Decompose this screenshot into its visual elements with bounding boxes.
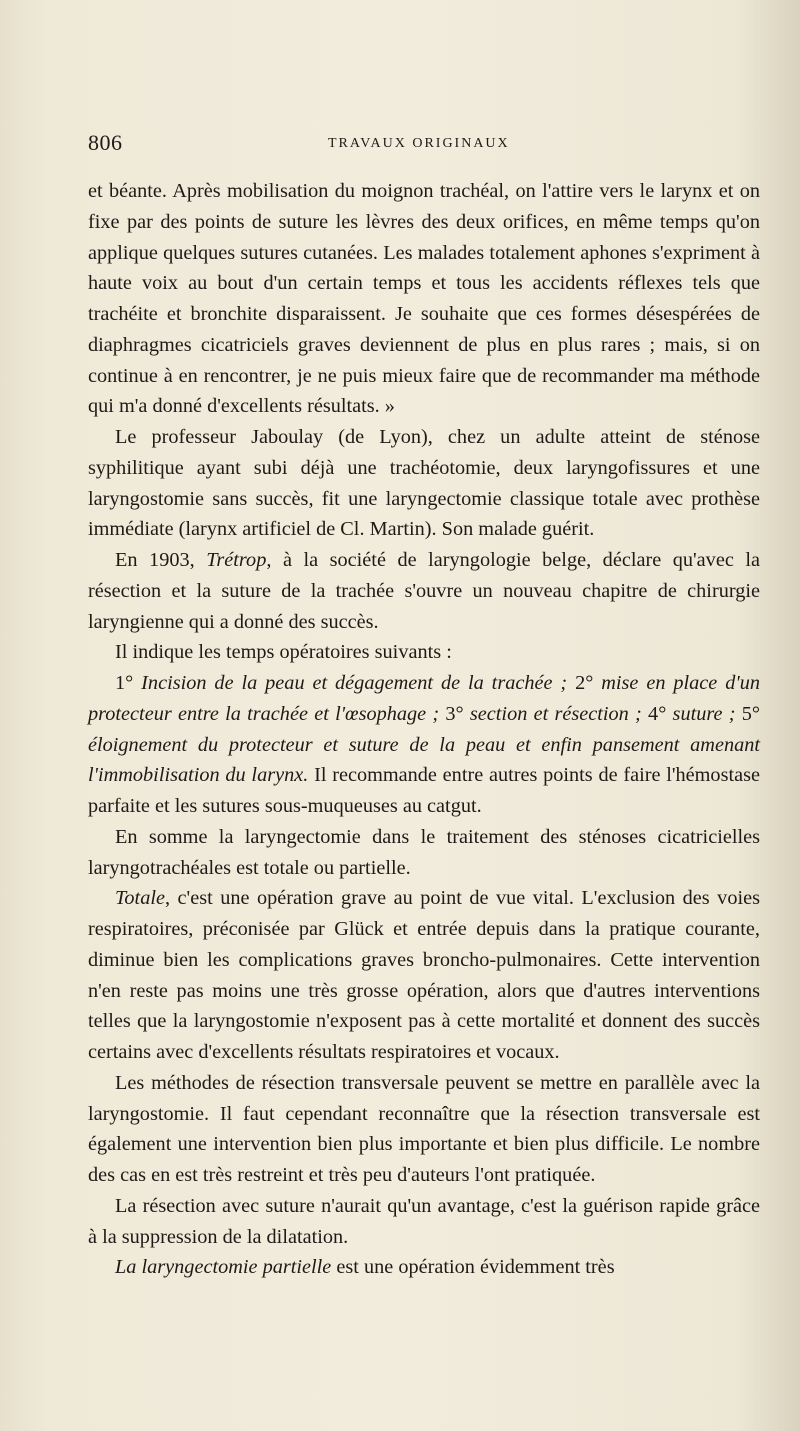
text-run: 2° xyxy=(567,672,602,694)
text-run: 1° xyxy=(115,672,142,694)
paragraph xyxy=(88,1191,760,1253)
text-run: En 1903, xyxy=(115,549,207,571)
italic-text: Incision de la peau et dégagement de la trachée ; xyxy=(141,672,568,694)
paragraph xyxy=(88,883,760,1068)
text-run: Il indique les temps opératoires suivants : xyxy=(115,641,452,664)
page-header xyxy=(88,130,748,160)
italic-text: éloignement du protecteur et suture de la peau et enfin pansement amenant l'immobilisation du larynx. xyxy=(88,733,760,787)
text-run: 5° xyxy=(735,702,760,725)
text-run: Il recommande entre autres points de faire l'hémostase parfaite et les sutures sous-muqueuses au catgut. xyxy=(88,764,760,817)
text-run: Les méthodes de résection transversale peuvent se mettre en parallèle avec la laryngostomie. Il faut cependant reconnaître que la résection transversale est également une intervention bien plus importante et bien plus difficile. Le nombre des cas en est très restreint et très peu d'auteurs l'ont pratiquée. xyxy=(88,1071,760,1186)
italic-text: section et résection ; xyxy=(469,702,642,725)
italic-text: Totale xyxy=(115,887,165,910)
italic-text: Trétrop xyxy=(206,549,267,571)
text-run: et béante. Après mobilisation du moignon trachéal, on l'attire vers le larynx et on fixe par des points de suture les lèvres des deux orifices, en même temps qu'on applique quelques sutures cutanées. Les malades totalement aphones s'expriment à haute voix au bout d'un certain temps et tous les accidents réflexes tels que trachéite et bronchite disparaissent. Je souhaite que ces formes désespérées de diaphragmes cicatriciels graves deviennent de plus en plus rares ; mais, si on continue à en rencontrer, je ne puis mieux faire que de recommander ma méthode qui m'a donné d'excellents résultats. » xyxy=(88,180,760,418)
paragraph xyxy=(88,668,760,822)
text-run: est une opération évidemment très xyxy=(331,1256,615,1279)
paragraph xyxy=(88,1068,760,1191)
body-text xyxy=(88,176,760,1283)
italic-text: mise en place d'un protecteur entre la trachée et l'œsophage ; xyxy=(88,672,760,725)
paragraph xyxy=(88,822,760,884)
paragraph xyxy=(88,637,760,668)
paragraph xyxy=(88,1252,760,1283)
italic-text: La laryngectomie partielle xyxy=(115,1256,332,1279)
page-number: 806 xyxy=(88,130,123,155)
running-head: TRAVAUX ORIGINAUX xyxy=(328,136,510,151)
text-run: Le professeur Jaboulay (de Lyon), chez un adulte atteint de sténose syphilitique ayant subi déjà une trachéotomie, deux laryngofissures et une laryngostomie sans succès, fit une laryngectomie classique totale avec prothèse immédiate (larynx artificiel de Cl. Martin). Son malade guérit. xyxy=(88,426,760,541)
text-run: La résection avec suture n'aurait qu'un avantage, c'est la guérison rapide grâce à la suppression de la dilatation. xyxy=(88,1194,760,1248)
text-run: 4° xyxy=(641,702,673,725)
paragraph xyxy=(88,545,760,637)
paragraph xyxy=(88,422,760,545)
paragraph xyxy=(88,176,760,422)
italic-text: suture ; xyxy=(672,702,736,725)
text-run: , c'est une opération grave au point de vue vital. L'exclusion des voies respiratoires, préconisée par Glück et entrée depuis dans la pratique courante, diminue bien les complications graves broncho-pulmonaires. Cette intervention n'en reste pas moins une très grosse opération, alors que d'autres interventions telles que la laryngostomie n'exposent pas à cette mortalité et donnent des succès certains avec d'excellents résultats respiratoires et vocaux. xyxy=(88,887,760,1063)
text-run: En somme la laryngectomie dans le traitement des sténoses cicatricielles laryngotrachéales est totale ou partielle. xyxy=(88,825,760,879)
text-run: 3° xyxy=(439,702,470,725)
text-run: , à la société de laryngologie belge, déclare qu'avec la résection et la suture de la trachée s'ouvre un nouveau chapitre de chirurgie laryngienne qui a donné des succès. xyxy=(88,549,760,633)
